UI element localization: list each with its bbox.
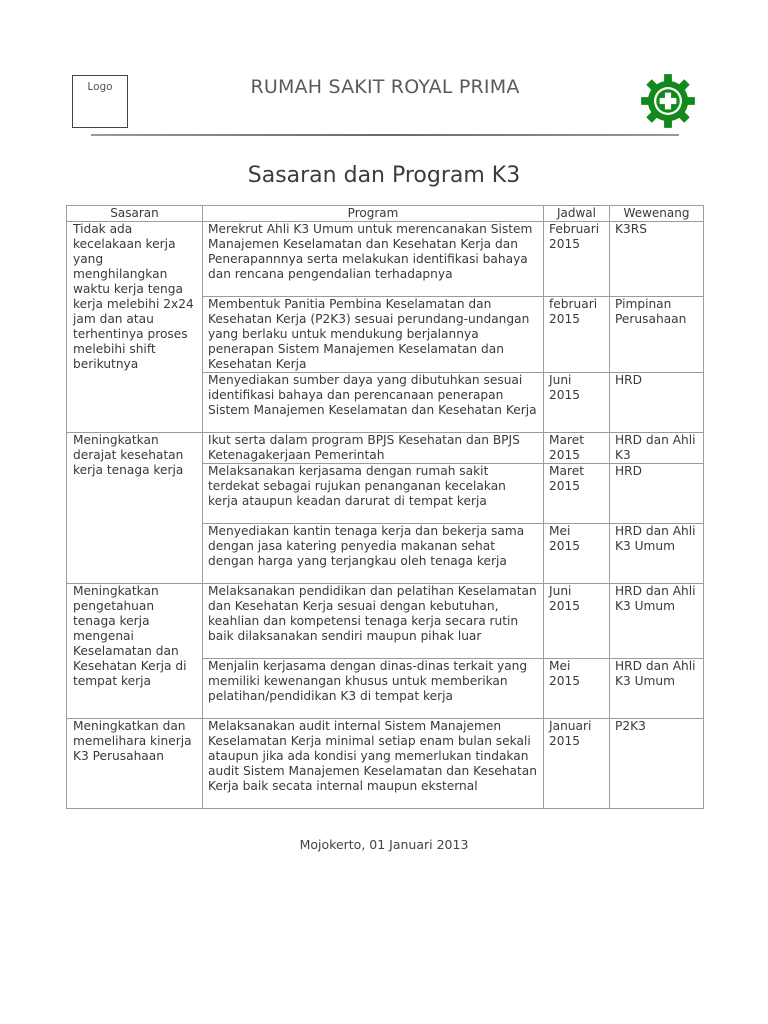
jadwal-cell: februari 2015 [544, 297, 610, 373]
jadwal-cell: Juni 2015 [544, 584, 610, 659]
program-cell: Ikut serta dalam program BPJS Kesehatan dan BPJS Ketenagakerjaan Pemerintah [203, 433, 544, 464]
sasaran-cell: Meningkatkan pengetahuan tenaga kerja mengenai Keselamatan dan Kesehatan Kerja di tempat kerja [67, 584, 203, 719]
program-cell: Membentuk Panitia Pembina Keselamatan dan Kesehatan Kerja (P2K3) sesuai perundang-undangan yang berlaku untuk mendukung berjalannya penerapan Sistem Manajemen Keselamatan dan Kesehatan Kerja [203, 297, 544, 373]
logo-placeholder [72, 75, 128, 128]
program-cell: Melaksanakan pendidikan dan pelatihan Keselamatan dan Kesehatan Kerja sesuai dengan kebutuhan, keahlian dan kompetensi tenaga kerja secara rutin baik dilaksanakan sendiri maupun pihak luar [203, 584, 544, 659]
wewenang-cell: HRD dan Ahli K3 Umum [610, 584, 704, 659]
sasaran-cell: Tidak ada kecelakaan kerja yang menghilangkan waktu kerja tenga kerja melebihi 2x24 jam dan atau terhentinya proses melebihi shift berikutnya [67, 222, 203, 433]
sasaran-cell: Meningkatkan dan memelihara kinerja K3 Perusahaan [67, 719, 203, 809]
program-table [66, 205, 704, 809]
document-title: Sasaran dan Program K3 [247, 163, 521, 188]
wewenang-cell: HRD [610, 464, 704, 524]
table-row [67, 433, 704, 464]
jadwal-cell: Mei 2015 [544, 524, 610, 584]
table-row [67, 222, 704, 297]
header-wewenang: Wewenang [610, 206, 704, 222]
sasaran-cell: Meningkatkan derajat kesehatan kerja tenaga kerja [67, 433, 203, 584]
wewenang-cell: P2K3 [610, 719, 704, 809]
table-header-row [67, 206, 704, 222]
hospital-name: RUMAH SAKIT ROYAL PRIMA [250, 76, 520, 98]
jadwal-cell: Juni 2015 [544, 373, 610, 433]
header-jadwal: Jadwal [544, 206, 610, 222]
header-divider [91, 134, 679, 136]
logo-label: Logo [87, 81, 113, 93]
program-cell: Merekrut Ahli K3 Umum untuk merencanakan Sistem Manajemen Keselamatan dan Kesehatan Kerja dan Penerapannnya serta melakukan identifikasi bahaya dan rencana pengendalian terhadapnya [203, 222, 544, 297]
table-row [67, 584, 704, 659]
wewenang-cell: HRD dan Ahli K3 [610, 433, 704, 464]
jadwal-cell: Maret 2015 [544, 464, 610, 524]
wewenang-cell: HRD [610, 373, 704, 433]
k3-gear-cross-icon [640, 73, 696, 129]
jadwal-cell: Januari 2015 [544, 719, 610, 809]
program-cell: Menyediakan kantin tenaga kerja dan bekerja sama dengan jasa katering penyedia makanan sehat dengan harga yang terjangkau oleh tenaga kerja [203, 524, 544, 584]
table-row [67, 719, 704, 809]
program-cell: Menjalin kerjasama dengan dinas-dinas terkait yang memiliki kewenangan khusus untuk memberikan pelatihan/pendidikan K3 di tempat kerja [203, 659, 544, 719]
wewenang-cell: HRD dan Ahli K3 Umum [610, 524, 704, 584]
wewenang-cell: HRD dan Ahli K3 Umum [610, 659, 704, 719]
wewenang-cell: Pimpinan Perusahaan [610, 297, 704, 373]
program-cell: Melaksanakan kerjasama dengan rumah sakit terdekat sebagai rujukan penanganan kecelakan kerja ataupun keadan darurat di tempat kerja [203, 464, 544, 524]
wewenang-cell: K3RS [610, 222, 704, 297]
signature-date: Mojokerto, 01 Januari 2013 [299, 837, 469, 852]
jadwal-cell: Februari 2015 [544, 222, 610, 297]
program-cell: Melaksanakan audit internal Sistem Manajemen Keselamatan Kerja minimal setiap enam bulan sekali ataupun jika ada kondisi yang memerlukan tindakan audit Sistem Manajemen Keselamatan dan Kesehatan Kerja baik secata internal maupun eksternal [203, 719, 544, 809]
jadwal-cell: Mei 2015 [544, 659, 610, 719]
header-program: Program [203, 206, 544, 222]
jadwal-cell: Maret 2015 [544, 433, 610, 464]
program-cell: Menyediakan sumber daya yang dibutuhkan sesuai identifikasi bahaya dan perencanaan penerapan Sistem Manajemen Keselamatan dan Kesehatan Kerja [203, 373, 544, 433]
header-sasaran: Sasaran [67, 206, 203, 222]
